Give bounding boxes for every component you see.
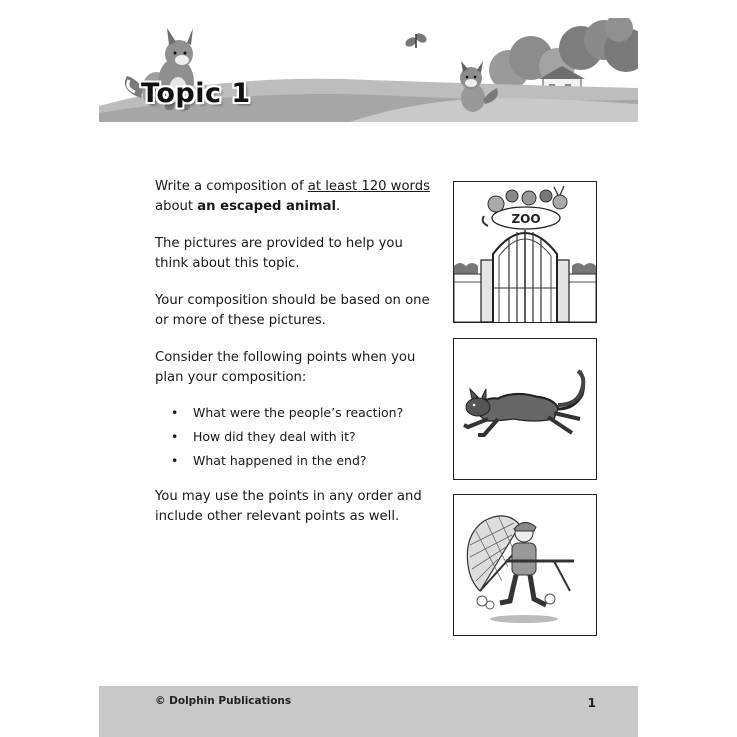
point-text: How did they deal with it? — [193, 429, 356, 444]
page-footer — [99, 686, 638, 737]
bullet-icon: • — [171, 405, 179, 420]
instruction-paragraph-1 — [155, 177, 440, 217]
instruction-paragraph-3: Your composition should be based on one or more of these pictures. — [155, 293, 430, 328]
list-item — [155, 403, 440, 423]
copyright-notice: © Dolphin Publications — [155, 695, 292, 707]
point-text: What were the people’s reaction? — [193, 405, 404, 420]
running-panther-illustration — [454, 339, 596, 479]
picture-escaped-animal — [453, 338, 597, 480]
picture-zoo-gate — [453, 181, 597, 323]
para1-line2-prefix: about — [155, 199, 198, 214]
para1-end: . — [336, 199, 341, 214]
zoo-sign-label: ZOO — [511, 212, 541, 226]
hunter-with-net-illustration — [454, 495, 596, 635]
picture-hunter — [453, 494, 597, 636]
instructions — [155, 177, 440, 544]
point-text: What happened in the end? — [193, 453, 367, 468]
page-title: Topic 1 — [141, 78, 251, 109]
list-item — [155, 451, 440, 471]
zoo-gate-illustration — [454, 182, 596, 322]
composition-subject: an escaped animal — [197, 199, 337, 214]
instruction-paragraph-4: Consider the following points when you plan your composition: — [155, 350, 416, 385]
bullet-icon: • — [171, 429, 179, 444]
page-number: 1 — [587, 696, 596, 710]
instruction-paragraph-2: The pictures are provided to help you think about this topic. — [155, 236, 403, 271]
word-count-requirement: at least 120 words — [307, 179, 430, 194]
list-item — [155, 427, 440, 447]
instruction-paragraph-5: You may use the points in any order and include other relevant points as well. — [155, 489, 422, 524]
para1-prefix: Write a composition of — [155, 179, 308, 194]
bullet-icon: • — [171, 453, 179, 468]
points-list — [155, 403, 440, 471]
